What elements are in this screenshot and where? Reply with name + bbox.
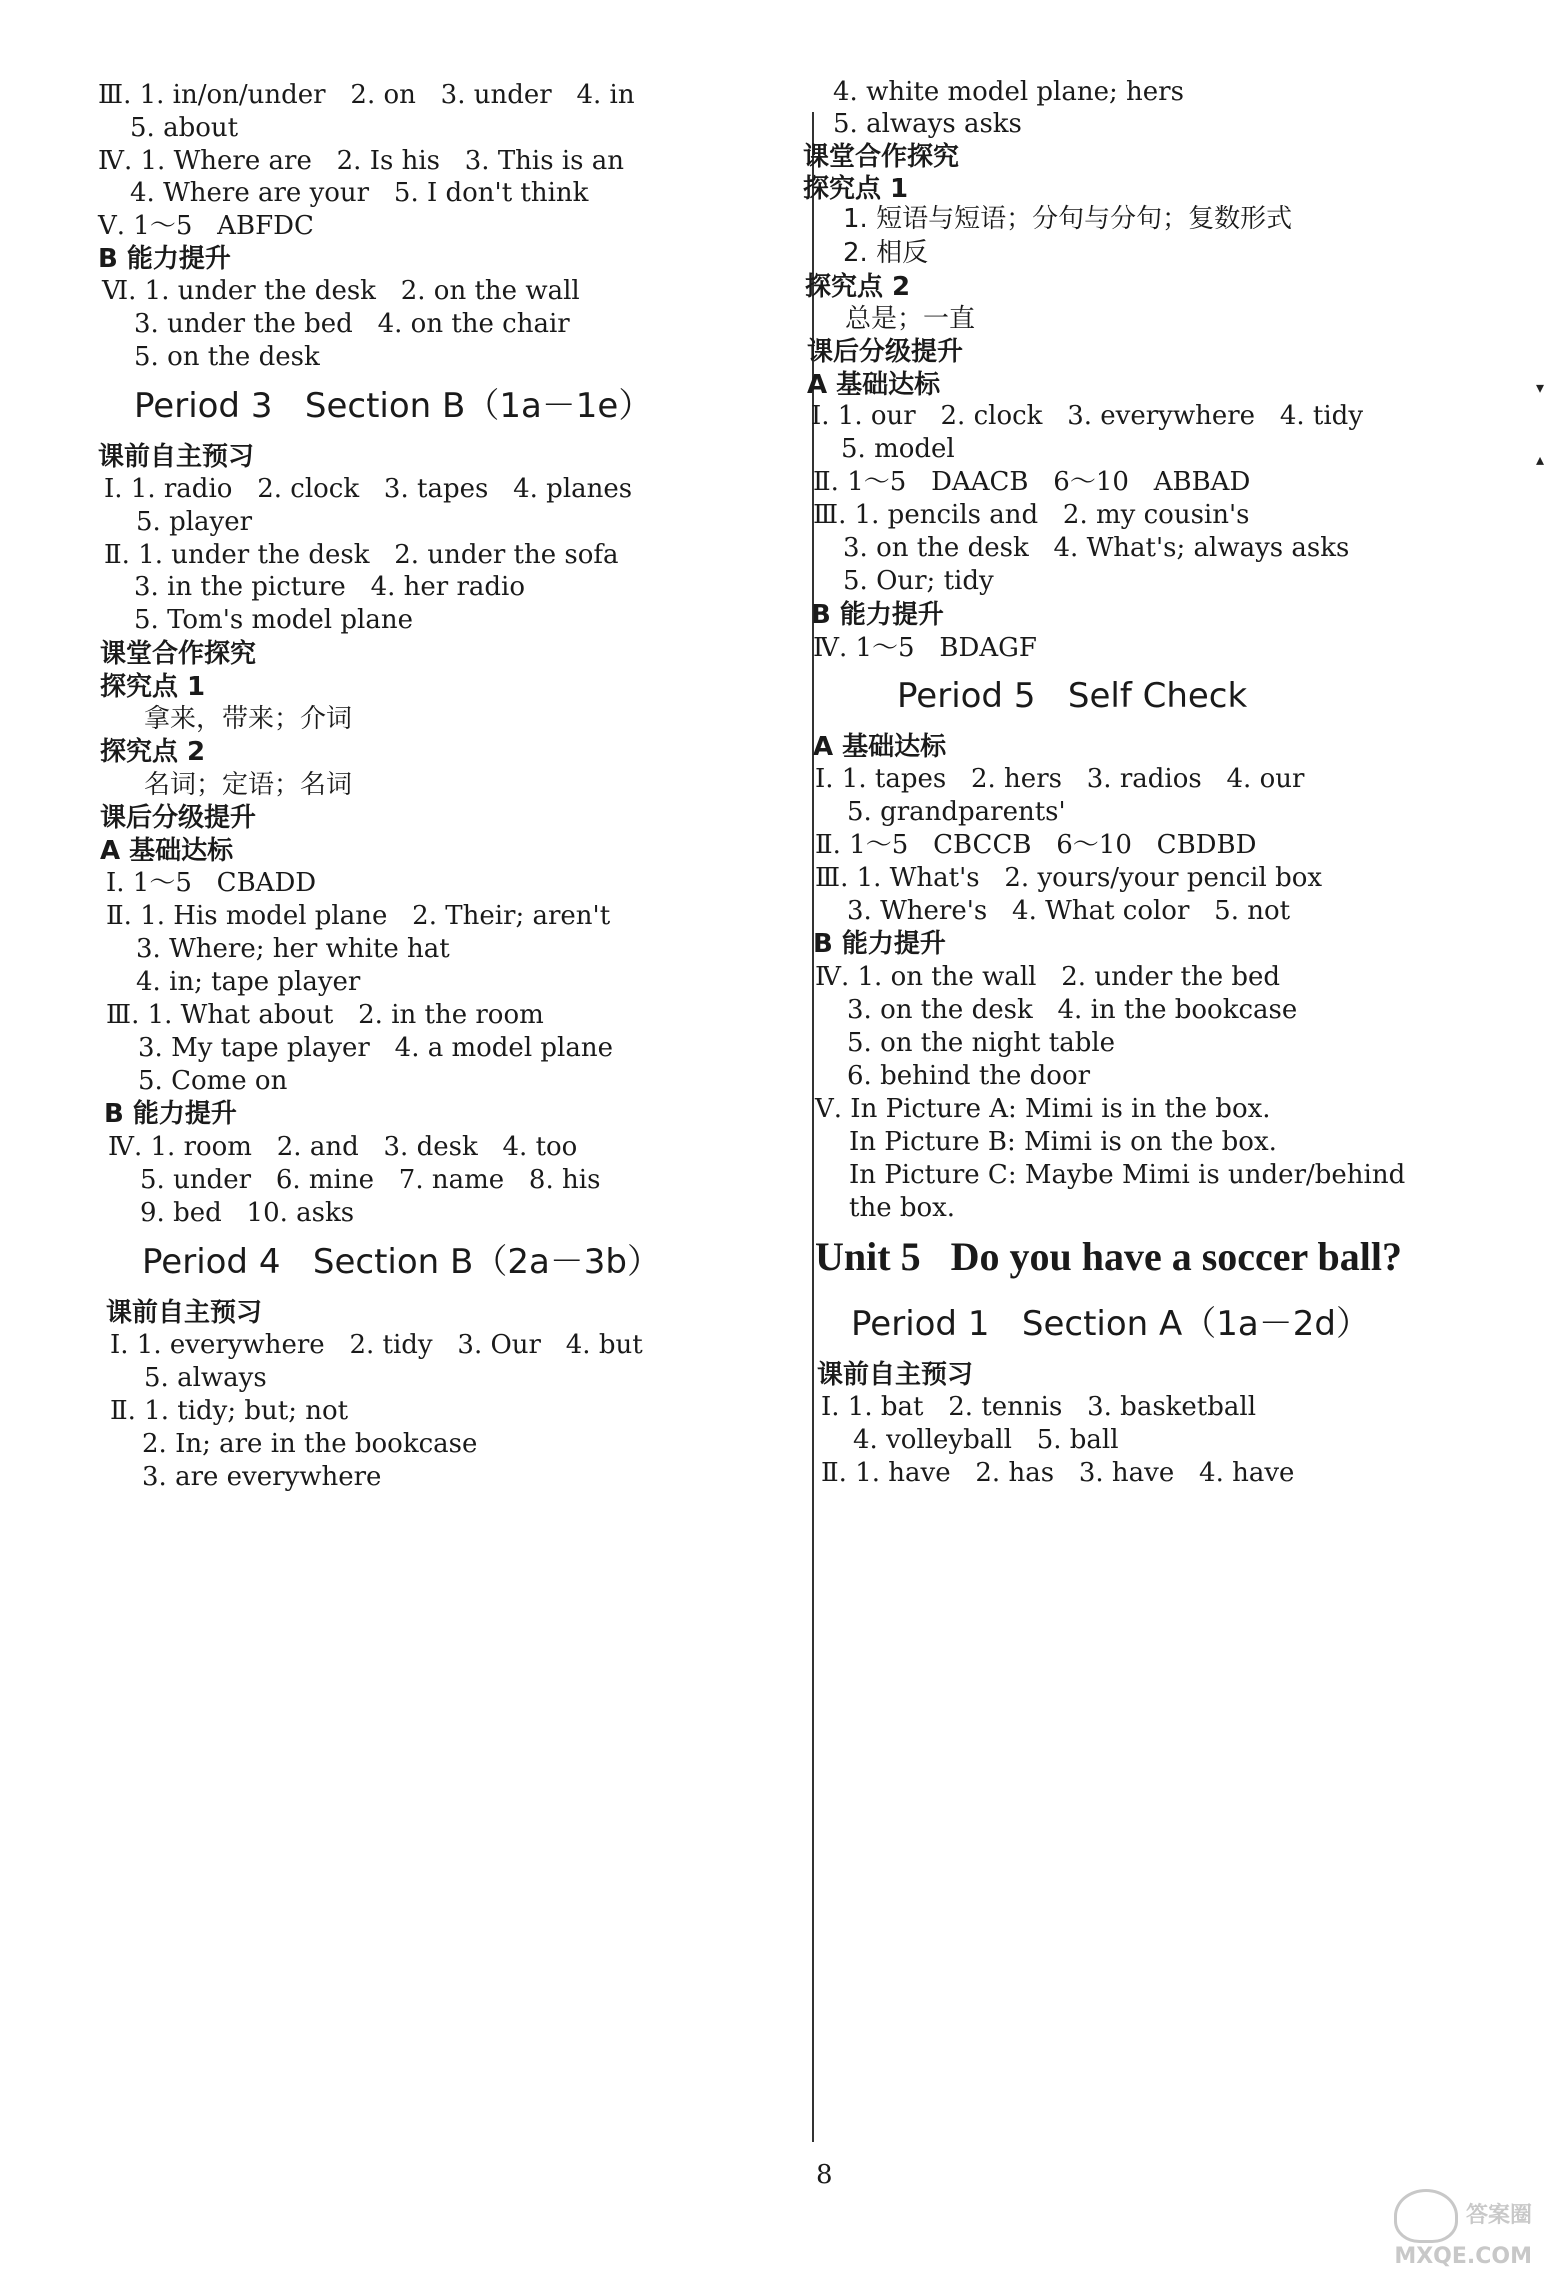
answer-line: Ⅳ. 1. Where are 2. Is his 3. This is an xyxy=(98,146,625,176)
unit-title: Unit 5 Do you have a soccer ball? xyxy=(815,1234,1403,1279)
section-label: A 基础达标 xyxy=(813,732,947,762)
answer-line: Ⅴ. In Picture A: Mimi is in the box. xyxy=(815,1094,1271,1124)
watermark-logo xyxy=(1342,2189,1532,2269)
answer-line: Ⅱ. 1. tidy; but; not xyxy=(110,1396,349,1426)
section-label: B 能力提升 xyxy=(98,244,231,274)
answer-line: 5. Tom's model plane xyxy=(134,605,413,635)
answer-line: Ⅵ. 1. under the desk 2. on the wall xyxy=(102,276,580,306)
answer-line: 3. are everywhere xyxy=(142,1462,382,1492)
answer-line: Ⅱ. 1～5 DAACB 6～10 ABBAD xyxy=(813,467,1251,497)
answer-line: Ⅰ. 1～5 CBADD xyxy=(106,868,317,898)
section-label: B 能力提升 xyxy=(813,929,946,959)
answer-line: Ⅱ. 1. under the desk 2. under the sofa xyxy=(104,540,619,570)
period-heading: Period 4 Section B（2a－3b） xyxy=(142,1242,662,1282)
answer-line: 4. Where are your 5. I don't think xyxy=(130,178,589,208)
answer-line: 1. 短语与短语；分句与分句；复数形式 xyxy=(843,204,1293,234)
answer-line: 3. under the bed 4. on the chair xyxy=(134,309,570,339)
margin-dot: ▾ xyxy=(1536,378,1545,397)
watermark-url: MXQE.COM xyxy=(1394,2244,1532,2269)
answer-line: 5. Our; tidy xyxy=(843,566,994,596)
answer-line: Ⅳ. 1～5 BDAGF xyxy=(813,633,1037,663)
margin-dot: ▴ xyxy=(1536,450,1545,469)
answer-line: 3. in the picture 4. her radio xyxy=(134,572,526,602)
answer-line: 拿来，带来；介词 xyxy=(144,704,353,734)
period-heading: Period 5 Self Check xyxy=(897,676,1248,716)
answer-line: 5. always asks xyxy=(833,109,1022,139)
answer-line: 3. My tape player 4. a model plane xyxy=(138,1033,613,1063)
section-label: 课堂合作探究 xyxy=(100,639,257,669)
answer-line: 5. on the desk xyxy=(134,342,320,372)
answer-line: 3. on the desk 4. in the bookcase xyxy=(847,995,1298,1025)
answer-line: Ⅰ. 1. bat 2. tennis 3. basketball xyxy=(821,1392,1257,1422)
answer-line: 5. Come on xyxy=(138,1066,288,1096)
answer-line: 5. about xyxy=(130,113,239,143)
answer-line: Ⅱ. 1～5 CBCCB 6～10 CBDBD xyxy=(815,830,1257,860)
answer-line: Ⅱ. 1. His model plane 2. Their; aren't xyxy=(106,901,611,931)
section-label: 探究点 1 xyxy=(100,672,206,702)
section-label: B 能力提升 xyxy=(811,600,944,630)
answer-line: 9. bed 10. asks xyxy=(140,1198,355,1228)
section-label: 课后分级提升 xyxy=(100,803,257,833)
answer-line: 名词；定语；名词 xyxy=(144,770,353,800)
answer-line: In Picture B: Mimi is on the box. xyxy=(849,1127,1277,1157)
answer-line: 5. on the night table xyxy=(847,1028,1116,1058)
section-label: 课堂合作探究 xyxy=(803,142,960,172)
section-label: 课前自主预习 xyxy=(98,442,255,472)
watermark-title: 答案圈 xyxy=(1465,2203,1532,2228)
answer-line: Ⅲ. 1. pencils and 2. my cousin's xyxy=(813,500,1250,530)
answer-line: In Picture C: Maybe Mimi is under/behind xyxy=(849,1160,1406,1190)
answer-line: Ⅰ. 1. radio 2. clock 3. tapes 4. planes xyxy=(104,474,633,504)
answer-line: Ⅲ. 1. What's 2. yours/your pencil box xyxy=(815,863,1323,893)
answer-line: Ⅰ. 1. tapes 2. hers 3. radios 4. our xyxy=(815,764,1305,794)
section-label: 探究点 1 xyxy=(803,174,909,204)
page-number: 8 xyxy=(816,2160,833,2190)
answer-line: the box. xyxy=(849,1193,956,1223)
answer-line: Ⅳ. 1. on the wall 2. under the bed xyxy=(815,962,1281,992)
section-label: B 能力提升 xyxy=(104,1099,237,1129)
section-label: 课前自主预习 xyxy=(817,1360,974,1390)
answer-line: Ⅲ. 1. in/on/under 2. on 3. under 4. in xyxy=(98,80,635,110)
watermark-badge-icon xyxy=(1394,2189,1458,2243)
answer-line: 3. Where; her white hat xyxy=(136,934,450,964)
period-heading: Period 1 Section A（1a－2d） xyxy=(851,1304,1370,1344)
answer-line: 5. grandparents' xyxy=(847,797,1066,827)
answer-line: 4. in; tape player xyxy=(136,967,361,997)
answer-line: Ⅰ. 1. everywhere 2. tidy 3. Our 4. but xyxy=(110,1330,643,1360)
answer-line: 5. player xyxy=(136,507,253,537)
answer-line: 5. model xyxy=(841,434,955,464)
answer-line: 4. white model plane; hers xyxy=(833,77,1184,107)
answer-line: Ⅰ. 1. our 2. clock 3. everywhere 4. tidy xyxy=(811,401,1364,431)
section-label: A 基础达标 xyxy=(807,370,941,400)
answer-line: 总是；一直 xyxy=(845,304,976,334)
answer-line: 3. Where's 4. What color 5. not xyxy=(847,896,1291,926)
answer-line: Ⅲ. 1. What about 2. in the room xyxy=(106,1000,544,1030)
section-label: 课后分级提升 xyxy=(807,337,964,367)
section-label: 探究点 2 xyxy=(805,272,911,302)
section-label: 探究点 2 xyxy=(100,737,206,767)
period-heading: Period 3 Section B（1a－1e） xyxy=(134,386,653,426)
answer-line: 5. under 6. mine 7. name 8. his xyxy=(140,1165,601,1195)
answer-line: 6. behind the door xyxy=(847,1061,1091,1091)
answer-line: Ⅱ. 1. have 2. has 3. have 4. have xyxy=(821,1458,1295,1488)
answer-line: 3. on the desk 4. What's; always asks xyxy=(843,533,1350,563)
section-label: A 基础达标 xyxy=(100,836,234,866)
answer-line: 4. volleyball 5. ball xyxy=(853,1425,1119,1455)
answer-line: 5. always xyxy=(144,1363,267,1393)
answer-line: 2. In; are in the bookcase xyxy=(142,1429,478,1459)
answer-line: 2. 相反 xyxy=(843,238,929,268)
section-label: 课前自主预习 xyxy=(106,1298,263,1328)
answer-line: Ⅳ. 1. room 2. and 3. desk 4. too xyxy=(108,1132,578,1162)
answer-line: Ⅴ. 1～5 ABFDC xyxy=(98,211,314,241)
